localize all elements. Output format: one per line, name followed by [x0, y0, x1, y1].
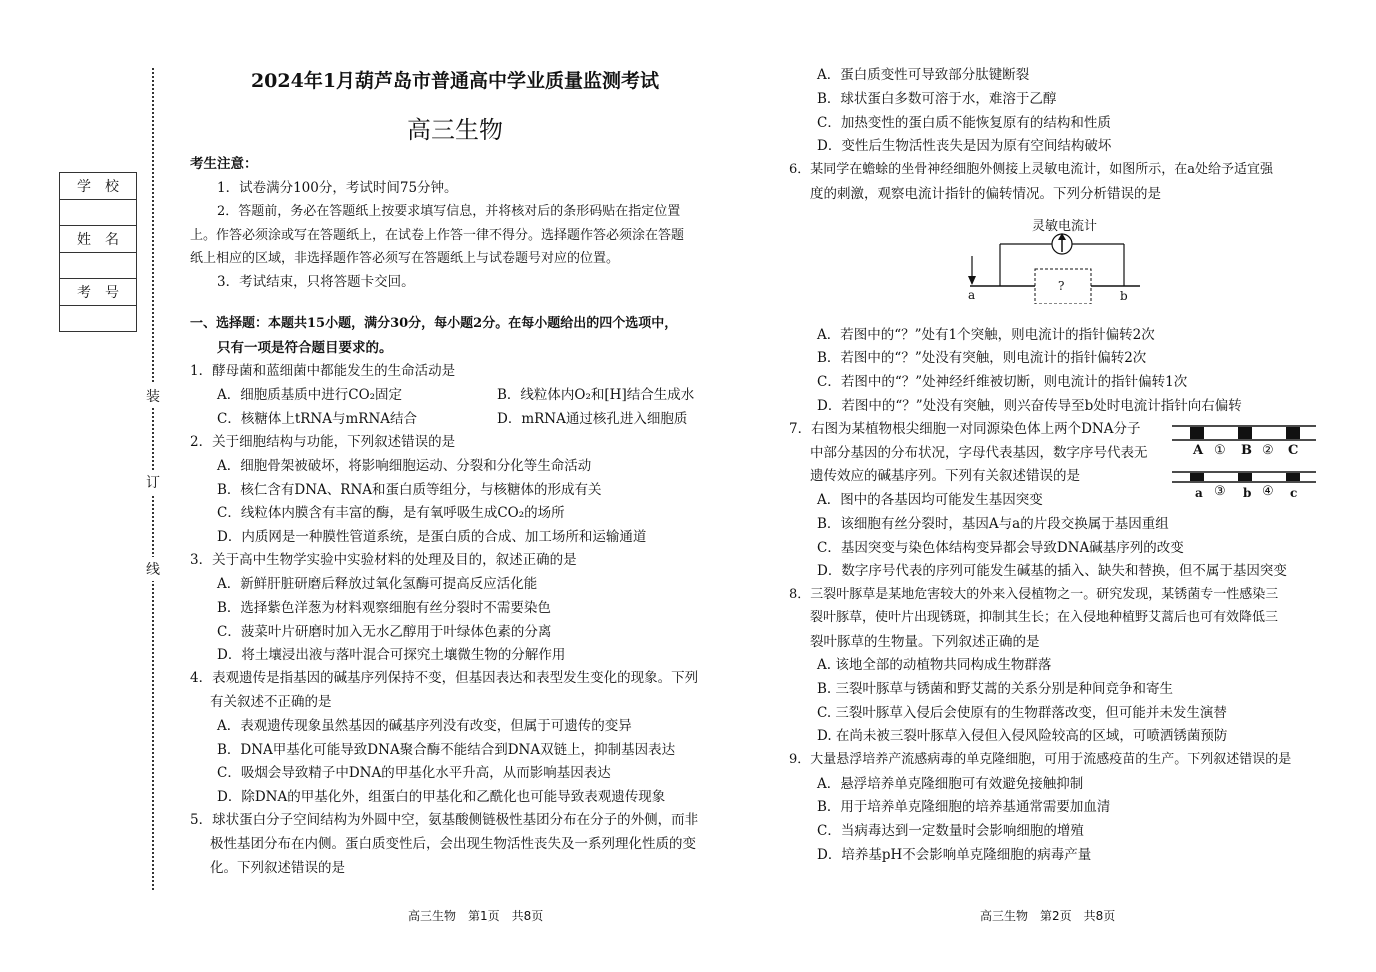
page-footer-right: 高三生物 第2页 共8页 — [980, 909, 1116, 923]
notice-line: 2．答题前，务必在答题纸上按要求填写信息，并将核对后的条形码贴在指定位置 — [217, 204, 681, 219]
exam-subject: 高三生物 — [407, 116, 503, 144]
question-stem: 9．大量悬浮培养产流感病毒的单克隆细胞，可用于流感疫苗的生产。下列叙述错误的是 — [789, 752, 1292, 767]
page-footer-left: 高三生物 第1页 共8页 — [408, 909, 544, 923]
gene-label: A — [1193, 443, 1204, 458]
option: C．加热变性的蛋白质不能恢复原有的结构和性质 — [817, 115, 1111, 131]
question-stem: 中部分基因的分布状况，字母代表基因，数字序号代表无 — [810, 445, 1148, 461]
option: C．当病毒达到一定数量时会影响细胞的增殖 — [817, 823, 1084, 839]
binding-char-ding: 订 — [146, 470, 160, 494]
option: A．图中的各基因均可能发生基因突变 — [817, 492, 1043, 508]
student-info-table — [59, 172, 137, 332]
option: D．变性后生物活性丧失是因为原有空间结构破坏 — [817, 138, 1112, 154]
question-stem: 3．关于高中生物学实验中实验材料的处理及目的，叙述正确的是 — [190, 552, 577, 568]
section-heading: 只有一项是符合题目要求的。 — [217, 340, 393, 356]
gene-label: c — [1290, 486, 1298, 500]
option: B．若图中的“？”处没有突触，则电流计的指针偏转2次 — [817, 350, 1147, 366]
question-stem: 裂叶豚草，使叶片出现锈斑，抑制其生长；在入侵地种植野艾蒿后也可有效降低三 — [810, 610, 1279, 625]
option: C．基因突变与染色体结构变异都会导致DNA碱基序列的改变 — [817, 540, 1184, 556]
stimulus-arrow-icon — [968, 276, 976, 285]
gene-label: b — [1243, 486, 1252, 500]
option: A．若图中的“？”处有1个突触，则电流计的指针偏转2次 — [817, 327, 1155, 343]
notice-line: 3．考试结束，只将答题卡交回。 — [217, 274, 415, 290]
question-stem: 6．某同学在蟾蜍的坐骨神经细胞外侧接上灵敏电流计，如图所示，在a处给予适宜强 — [789, 162, 1274, 177]
school-label: 学 校 — [60, 173, 137, 200]
point-b-label: b — [1120, 289, 1128, 303]
option: C. 三裂叶豚草入侵后会使原有的生物群落改变，但可能并未发生演替 — [817, 705, 1227, 721]
question-stem: 极性基团分布在内侧。蛋白质变性后，会出现生物活性丧失及一系列理化性质的变 — [210, 836, 696, 852]
sequence-label: ③ — [1214, 484, 1226, 499]
option: B．球状蛋白多数可溶于水，难溶于乙醇 — [817, 91, 1057, 107]
name-field[interactable] — [60, 252, 137, 279]
option: B．核仁含有DNA、RNA和蛋白质等组分，与核糖体的形成有关 — [217, 482, 602, 498]
option: A．蛋白质变性可导致部分肽键断裂 — [817, 67, 1030, 83]
option: B．该细胞有丝分裂时，基因A与a的片段交换属于基因重组 — [817, 516, 1169, 532]
question-stem: 5．球状蛋白分子空间结构为外圆中空，氨基酸侧链极性基团分布在分子的外侧，而非 — [190, 812, 699, 828]
option: A. 该地全部的动植物共同构成生物群落 — [817, 657, 1052, 673]
number-field[interactable] — [60, 305, 137, 332]
option: B．线粒体内O₂和[H]结合生成水 — [497, 387, 695, 403]
option: C．线粒体内膜含有丰富的酶，是有氧呼吸生成CO₂的场所 — [217, 505, 565, 521]
school-field[interactable] — [60, 199, 137, 226]
option: A．新鲜肝脏研磨后释放过氧化氢酶可提高反应活化能 — [217, 576, 538, 592]
binding-char-xian: 线 — [146, 557, 160, 581]
notice-line: 1．试卷满分100分，考试时间75分钟。 — [217, 180, 458, 196]
option: D．数字序号代表的序列可能发生碱基的插入、缺失和替换，但不属于基因突变 — [817, 563, 1287, 579]
number-label: 考 号 — [60, 279, 137, 306]
option: A．表观遗传现象虽然基因的碱基序列没有改变，但属于可遗传的变异 — [217, 718, 632, 734]
question-stem: 度的刺激，观察电流计指针的偏转情况。下列分析错误的是 — [810, 186, 1161, 202]
option: C．吸烟会导致精子中DNA的甲基化水平升高，从而影响基因表达 — [217, 765, 611, 781]
sequence-label: ④ — [1262, 484, 1274, 499]
option: C．核糖体上tRNA与mRNA结合 — [217, 411, 418, 427]
question-stem: 遗传效应的碱基序列。下列有关叙述错误的是 — [810, 468, 1080, 484]
option: D．mRNA通过核孔进入细胞质 — [497, 411, 688, 427]
question-stem: 2．关于细胞结构与功能，下列叙述错误的是 — [190, 434, 456, 450]
question-stem: 有关叙述不正确的是 — [210, 694, 332, 710]
option: A．细胞质基质中进行CO₂固定 — [217, 387, 403, 403]
option: B．DNA甲基化可能导致DNA聚合酶不能结合到DNA双链上，抑制基因表达 — [217, 742, 676, 758]
option: B．用于培养单克隆细胞的培养基通常需要加血清 — [817, 799, 1111, 815]
option: B．选择紫色洋葱为材料观察细胞有丝分裂时不需要染色 — [217, 600, 551, 616]
option: D．除DNA的甲基化外，组蛋白的甲基化和乙酰化也可能导致表观遗传现象 — [217, 789, 666, 805]
gene-label: B — [1241, 443, 1252, 458]
question-stem: 4．表观遗传是指基因的碱基序列保持不变，但基因表达和表型发生变化的现象。下列 — [190, 670, 699, 686]
question-stem: 化。下列叙述错误的是 — [210, 860, 345, 876]
option: A．细胞骨架被破坏，将影响细胞运动、分裂和分化等生命活动 — [217, 458, 592, 474]
name-label: 姓 名 — [60, 226, 137, 253]
option: C．菠菜叶片研磨时加入无水乙醇用于叶绿体色素的分离 — [217, 624, 552, 640]
option: D．将土壤浸出液与落叶混合可探究土壤微生物的分解作用 — [217, 647, 566, 663]
point-a-label: a — [968, 288, 976, 302]
question-stem: 8．三裂叶豚草是某地危害较大的外来入侵植物之一。研究发现，某锈菌专一性感染三 — [789, 587, 1279, 602]
question-stem: 7．右图为某植物根尖细胞一对同源染色体上两个DNA分子 — [789, 421, 1141, 437]
gene-label: C — [1288, 443, 1299, 458]
question-stem: 裂叶豚草的生物量。下列叙述正确的是 — [810, 634, 1040, 650]
option: B. 三裂叶豚草与锈菌和野艾蒿的关系分别是种间竞争和寄生 — [817, 681, 1174, 697]
option: D．若图中的“？”处没有突触，则兴奋传导至b处时电流计指针向右偏转 — [817, 398, 1242, 414]
option: D. 在尚未被三裂叶豚草入侵但入侵风险较高的区域，可喷洒锈菌预防 — [817, 728, 1228, 744]
option: C．若图中的“？”处神经纤维被切断，则电流计的指针偏转1次 — [817, 374, 1188, 390]
section-heading: 一、选择题：本题共15小题，满分30分，每小题2分。在每小题给出的四个选项中， — [190, 316, 678, 331]
exam-title: 2024年1月葫芦岛市普通高中学业质量监测考试 — [250, 70, 660, 92]
option: D．内质网是一种膜性管道系统，是蛋白质的合成、加工场所和运输通道 — [217, 529, 647, 545]
notice-line: 纸上相应的区域，非选择题作答必须写在答题纸上与试卷题号对应的位置。 — [190, 251, 620, 266]
notice-heading: 考生注意： — [190, 156, 258, 172]
option: D．培养基pH不会影响单克隆细胞的病毒产量 — [817, 847, 1092, 863]
gene-label: a — [1195, 486, 1203, 500]
sequence-label: ② — [1262, 443, 1274, 458]
option: A．悬浮培养单克隆细胞可有效避免接触抑制 — [817, 776, 1084, 792]
question-stem: 1．酵母菌和蓝细菌中都能发生的生命活动是 — [190, 363, 456, 379]
notice-line: 上。作答必须涂或写在答题纸上，在试卷上作答一律不得分。选择题作答必须涂在答题 — [190, 228, 685, 243]
binding-char-zhuang: 装 — [146, 384, 160, 408]
unknown-label: ? — [1058, 279, 1065, 293]
galvanometer-label: 灵敏电流计 — [1032, 219, 1098, 234]
sequence-label: ① — [1214, 443, 1226, 458]
